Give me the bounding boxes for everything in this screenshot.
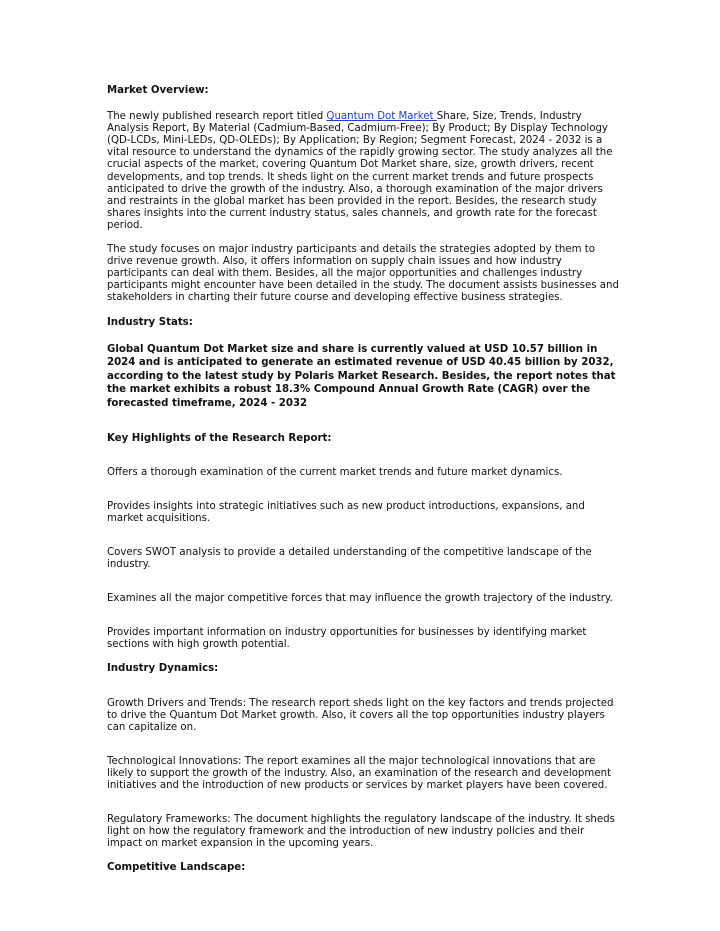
industry-stats-paragraph: Global Quantum Dot Market size and share is currently valued at USD 10.57 billion in 2024 and is anticipated to generate an estimated revenue of USD 40.45 billion by 2032, according to the latest study by Polaris Market Research. Besides, the report notes that the market exhibits a robust 18.3% Compound Annual Growth Rate (CAGR) over the forecasted timeframe, 2024 - 2032: [107, 343, 616, 409]
key-highlight-item: Offers a thorough examination of the current market trends and future market dynamics.: [107, 466, 563, 478]
industry-dynamics-item: Technological Innovations: The report examines all the major technological innovations that are likely to support the growth of the industry. Also, an examination of the research and development initiatives and the introduction of new products or services by market players have been covered.: [107, 755, 612, 791]
market-overview-heading: Market Overview:: [107, 85, 209, 96]
industry-dynamics-item: Regulatory Frameworks: The document highlights the regulatory landscape of the industry. It sheds light on how the regulatory framework and the introduction of new industry policies and their impact on market expansion in the upcoming years.: [107, 814, 615, 850]
industry-stats-heading: Industry Stats:: [107, 316, 193, 328]
competitive-landscape-heading: Competitive Landscape:: [107, 862, 246, 874]
quantum-dot-market-link[interactable]: Quantum Dot Market: [326, 111, 437, 123]
paragraph-text: The newly published research report titled: [107, 111, 327, 123]
key-highlight-item: Covers SWOT analysis to provide a detailed understanding of the competitive landscape of the industry.: [107, 546, 592, 571]
paragraph-text: Share, Size, Trends, Industry Analysis Report, By Material (Cadmium-Based, Cadmium-Free); By Product; By Display Technology (QD-LCDs, Mini-LEDs, QD-OLEDs); By Application; By Region; Segment Forecast, 2024 - 2032 is a vital resource to understand the dynamics of the rapidly growing sector. The study analyzes all the crucial aspects of the market, covering Quantum Dot Market share, size, growth drivers, recent developments, and top trends. It sheds light on the current market trends and future prospects anticipated to drive the growth of the industry. Also, a thorough examination of the major drivers and restraints in the global market has been provided in the report. Besides, the research study shares insights into the current industry status, sales channels, and growth rate for the forecast period.: [107, 111, 613, 231]
market-overview-paragraph-2: The study focuses on major industry participants and details the strategies adopted by them to drive revenue growth. Also, it offers information on supply chain issues and how industry participants can deal with them. Besides, all the major opportunities and challenges industry participants might encounter have been detailed in the study. The document assists businesses and stakeholders in charting their future course and developing effective business strategies.: [107, 244, 619, 304]
industry-dynamics-item: Growth Drivers and Trends: The research report sheds light on the key factors and trends projected to drive the Quantum Dot Market growth. Also, it covers all the top opportunities industry players can capitalize on.: [107, 697, 614, 733]
industry-dynamics-heading: Industry Dynamics:: [107, 663, 219, 675]
key-highlight-item: Provides insights into strategic initiatives such as new product introductions, expansions, and market acquisitions.: [107, 500, 585, 524]
key-highlight-item: Examines all the major competitive forces that may influence the growth trajectory of the industry.: [107, 593, 613, 605]
key-highlight-item: Provides important information on industry opportunities for businesses by identifying market sections with high growth potential.: [107, 627, 587, 651]
key-highlights-heading: Key Highlights of the Research Report:: [107, 432, 332, 444]
market-overview-paragraph-1: [107, 111, 620, 232]
